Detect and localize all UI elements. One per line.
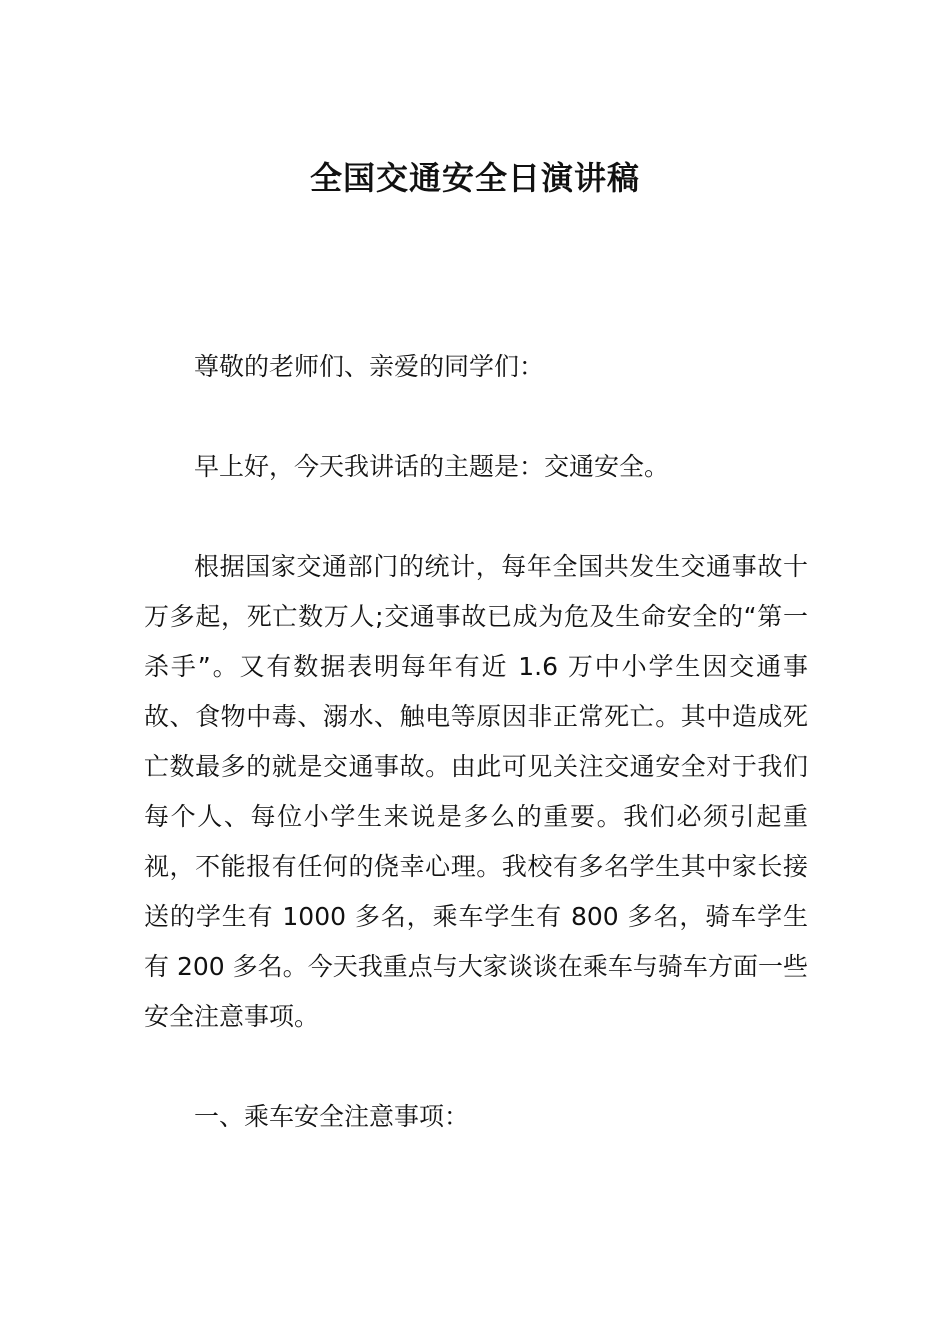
paragraph-gap [144,492,808,542]
section-heading-paragraph: 一、乘车安全注意事项： [194,1102,470,1131]
paragraph-gap [144,392,808,442]
document-body [144,342,808,1142]
paragraph-gap [144,1042,808,1092]
greeting-paragraph: 早上好，今天我讲话的主题是：交通安全。 [194,452,670,481]
salutation-paragraph: 尊敬的老师们、亲爱的同学们： [194,352,545,381]
document-title: 全国交通安全日演讲稿 [309,159,640,197]
statistics-paragraph: 根据国家交通部门的统计，每年全国共发生交通事故十万多起，死亡数万人;交通事故已成为危及生命安全的“第一杀手”。又有数据表明每年有近 1.6 万中小学生因交通事故、食物中毒、溺水、触电等原因非正常死亡。其中造成死亡数最多的就是交通事故。由此可见关注交通安全对于我们每个人、每位小学生来说是多么的重要。我们必须引起重视，不能报有任何的侥幸心理。我校有多名学生其中家长接送的学生有 1000 多名，乘车学生有 800 多名，骑车学生有 200 多名。今天我重点与大家谈谈在乘车与骑车方面一些安全注意事项。 [144,552,808,1031]
